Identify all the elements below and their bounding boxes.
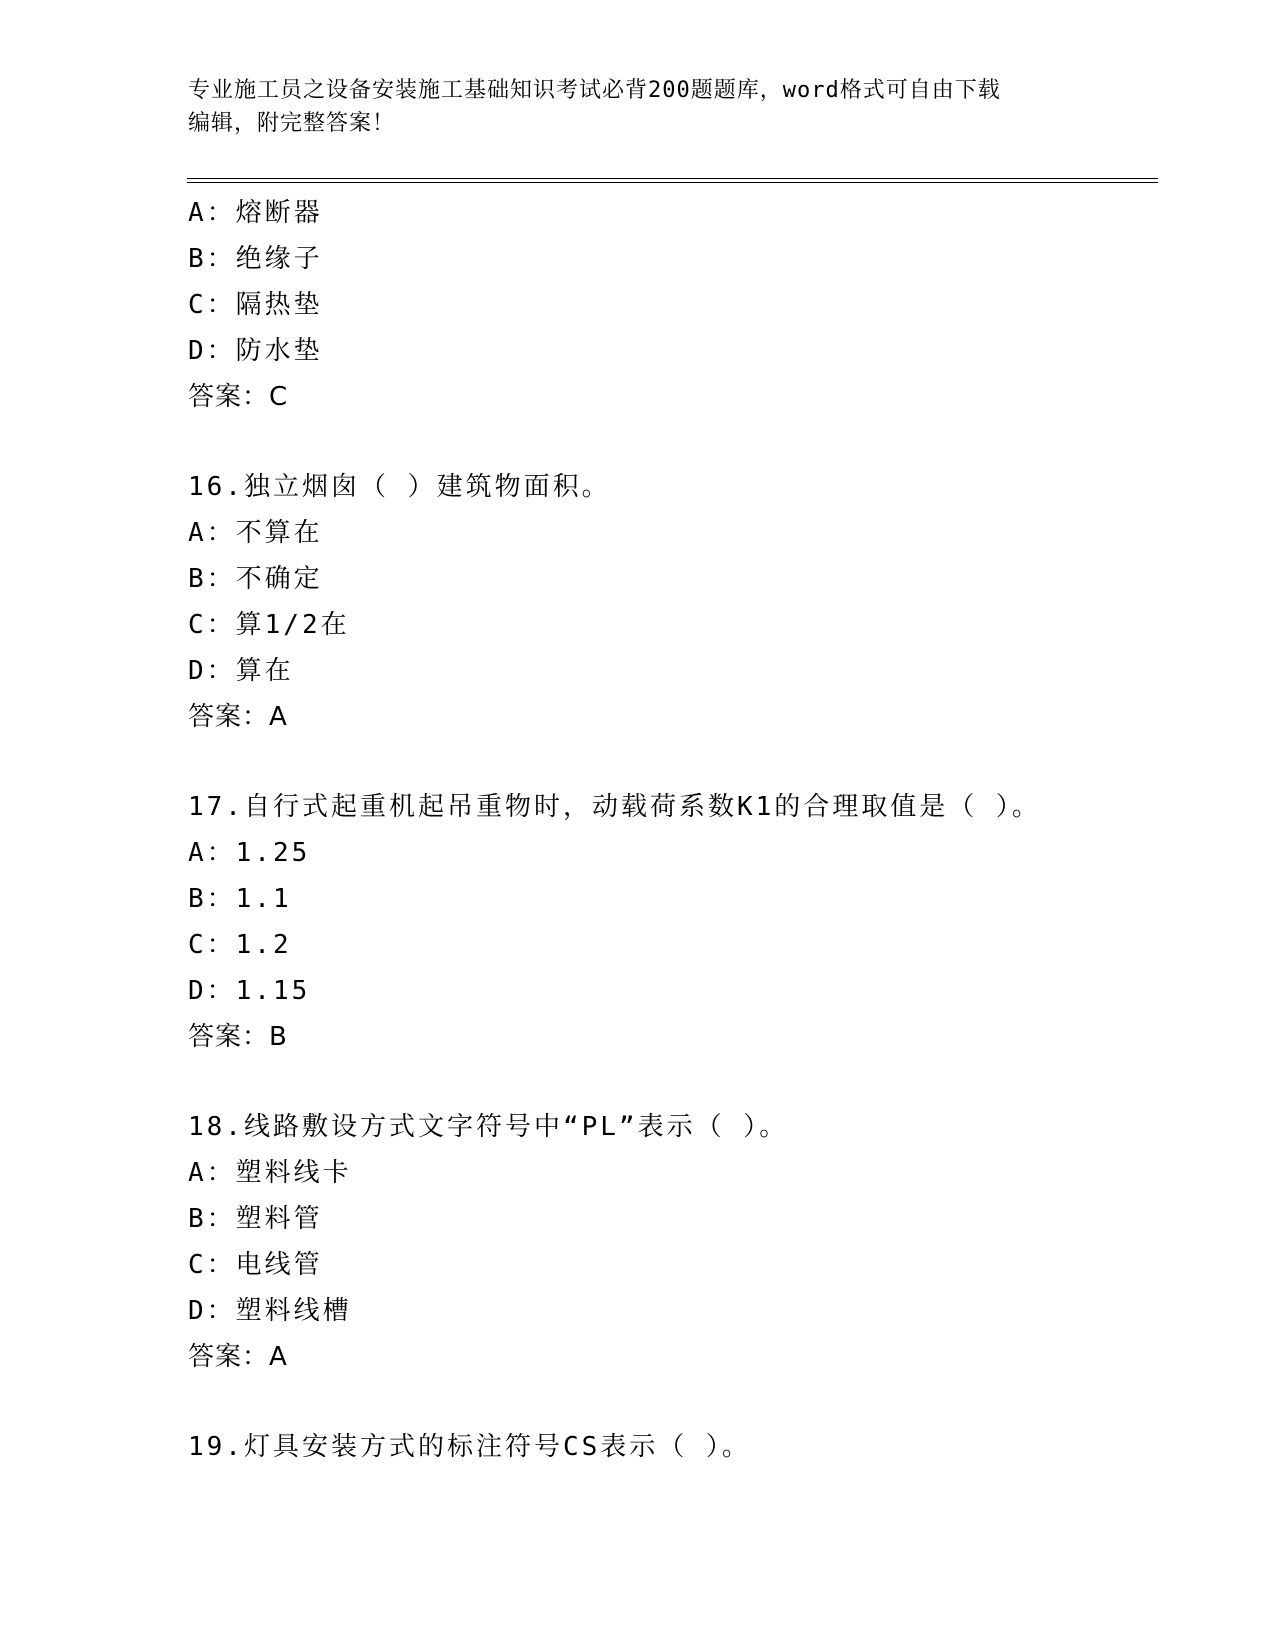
header-title-line-1: 专业施工员之设备安装施工基础知识考试必背200题题库，word格式可自由下载 (188, 78, 1001, 103)
document-header (188, 74, 1088, 140)
header-divider-top (187, 178, 1158, 179)
option-b: B：塑料管 (188, 1204, 323, 1234)
option-a: A：不算在 (188, 518, 323, 548)
question-block-18 (188, 1104, 1148, 1380)
spacer (188, 1380, 1148, 1424)
spacer (188, 1060, 1148, 1104)
question-block-17 (188, 784, 1148, 1060)
question-block-19 (188, 1424, 1148, 1470)
option-a: A：塑料线卡 (188, 1158, 352, 1188)
option-b: B：1.1 (188, 884, 292, 914)
answer-line: 答案：B (188, 1022, 288, 1052)
question-block-16 (188, 464, 1148, 740)
option-d: D：塑料线槽 (188, 1296, 352, 1326)
option-d: D：1.15 (188, 976, 311, 1006)
option-c: C：1.2 (188, 930, 292, 960)
question-stem: 17.自行式起重机起吊重物时，动载荷系数K1的合理取值是（ ）。 (188, 792, 1041, 822)
option-c: C：隔热垫 (188, 290, 323, 320)
option-d: D：算在 (188, 656, 294, 686)
option-b: B：绝缘子 (188, 244, 323, 274)
header-divider-bottom (187, 182, 1158, 183)
question-stem: 16.独立烟囱（ ）建筑物面积。 (188, 472, 611, 502)
option-c: C：算1/2在 (188, 610, 350, 640)
option-a: A：熔断器 (188, 198, 323, 228)
option-b: B：不确定 (188, 564, 323, 594)
question-stem: 18.线路敷设方式文字符号中“PL”表示（ ）。 (188, 1112, 789, 1142)
option-c: C：电线管 (188, 1250, 323, 1280)
question-stem: 19.灯具安装方式的标注符号CS表示（ ）。 (188, 1432, 751, 1462)
answer-line: 答案：A (188, 1342, 288, 1372)
option-d: D：防水垫 (188, 336, 323, 366)
spacer (188, 740, 1148, 784)
header-title-line-2: 编辑，附完整答案！ (188, 111, 396, 136)
question-list (188, 190, 1148, 1470)
spacer (188, 420, 1148, 464)
option-a: A：1.25 (188, 838, 311, 868)
answer-line: 答案：C (188, 382, 289, 412)
question-block-15 (188, 190, 1148, 420)
answer-line: 答案：A (188, 702, 288, 732)
